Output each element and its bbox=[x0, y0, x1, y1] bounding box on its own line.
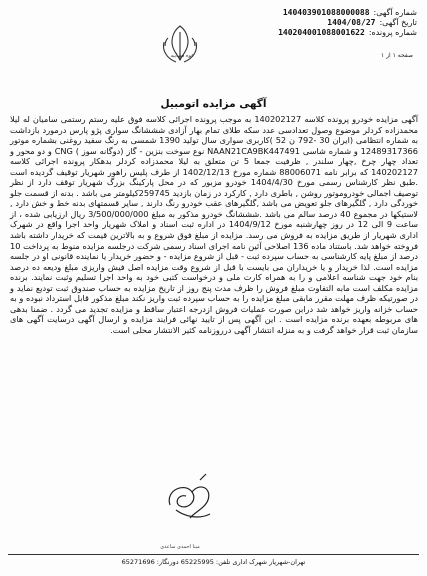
footer-divider bbox=[8, 554, 419, 555]
notice-body: آگهی مزایده خودرو پرونده کلاسه 140202127 به موجب پرونده اجرائی کلاسه فوق علیه رستم رستمی سامیان له لیلا محمدزاده کردلر موضوع وصول تعدادسی عدد سکه طلای تمام بهار آزادی شششانگ سواری پژو پارس درمورد بازداشت به شماره انتظامی (ایران 30 -792 ن 52 )کاربری سواری سال تولید 1390 شمسی به رنگ سفید روغنی بشماره موتور 12489317366 و شماره شاسی NAAN21CA9BK447491 نوع سوخت بنزین - گاز (دوگانه سوز ) CNG و دو محور و تعداد چهار چرخ ,چهار سلندر , ظرفیت جمعا 5 تن متعلق به لیلا محمدزاده کردلر بدهکار پرونده اجرائی کلاسه 140202127 که برابر نامه 88006071 شماره مورخ 1402/12/13 از طرف پلیس راهور شهریار توقیف گردیده است .طبق نظر کارشناس رسمی مورخ 1404/4/30 خودرو مزبور که در محل پارکینگ بزرگ شهریار توقف دارد از نظر توصیف اجمالی خودروموتور روشن , باطری دارد , کارکرد در زمان بازدید 259745کیلومتر می باشد . بدنه از قسمت جلو خوردگی دارد , گلگیرهای جلو تعویض می باشد ,گلگیرهای عقب خودرو رنگ دارند , سایر قسمتهای بدنه خط و خش دارد , لاستیکها در مجموع 40 درصد سالم می باشد .شششانگ خودرو مذکور به مبلغ 3/500/000/000 ریال ارزیابی شده ، از ساعت 9 الی 12 در روز چهارشنبه مورخ 1404/9/12 در اداره ثبت اسناد و املاک شهریار واحد اجرا واقع در شهرک اداری شهریار از طریق مزایده به فروش می رسد. مزایده از مبلغ فوق شروع و به بالاترین قیمت که خریدار داشته باشد فروخته خواهد شد. باستناد ماده 136 اصلاحی آئین نامه اجرای اسناد رسمی شرکت درجلسه مزایده منوط به پرداخت 10 درصد از مبلغ پایه کارشناسی به حساب سپرده ثبت - قبل از شروع مزایده - و حضور خریدار یا نماینده قانونی او در جلسه مزایده است. لذا خریدار و یا خریداران می بایست با قبل از شروع وقت مزایده اصل فیش واریزی مبلغ ودیعه ده درصد بنام خود جهت شناسه اعلامی و را به همراه کارت ملی و درخواست کتبی خود به واحد اجرا تسلیم وثبت نمایند. برنده مزایده مکلف است مابه التفاوت مبلغ فروش را ظرف مدت پنج روز از تاریخ مزایده به حساب صندوق ثبت تودیع نماید و در صورتیکه ظرف مهلت مقرر مابقی مبلغ مزایده را به حساب سپرده ثبت واریز نکند مبلغ مذکور قابل استرداد نبوده و به حساب خزانه واریز خواهد شد درابن صورت عملیات فروش ازدرجه اعتبار ساقط و مزایده تجدید می گردد . ضمنا بدهی های مربوطه بعهده برنده مزایده است . این آگهی پس از تایید نهائی فرایند مزایده و ارسال آگهی درسایت آگهی های سازمان ثبت قرار خواهد گرفت و به منزله انتشار آگهی درروزنامه کثیر الانتشار محلی است. bbox=[10, 114, 419, 335]
page-number: صفحه ۱ از ۱ bbox=[381, 52, 413, 59]
ad-number-row bbox=[187, 8, 417, 18]
case-number: 140204001088001622 bbox=[278, 28, 365, 37]
notice-title: آگهی مزایده اتومبیل bbox=[160, 98, 267, 110]
footer-contact: تهران-شهریار شهرک اداری تلفن: 65225995 دورنگار: 65271696 bbox=[121, 558, 306, 566]
case-number-label: شماره پرونده: bbox=[368, 28, 417, 37]
header-meta bbox=[187, 8, 417, 38]
date-row bbox=[187, 18, 417, 28]
emblem-caption: قوه قضاییه bbox=[170, 53, 194, 59]
signature-caption: مینا احمدی ساعدی bbox=[160, 544, 200, 550]
ad-number: 140403901088000088 bbox=[282, 8, 370, 17]
signature-icon bbox=[140, 470, 240, 540]
ad-date: 1404/08/27 bbox=[327, 18, 376, 27]
ad-number-label: شماره آگهی: bbox=[373, 8, 417, 17]
emblem-icon bbox=[150, 20, 210, 72]
date-label: تاریخ آگهی: bbox=[379, 18, 417, 27]
case-number-row bbox=[187, 28, 417, 38]
